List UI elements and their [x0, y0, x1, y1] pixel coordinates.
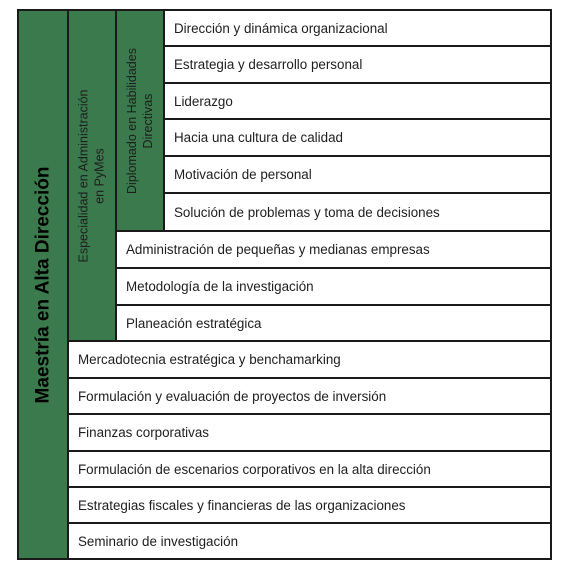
maestria-title: Maestría en Alta Dirección — [32, 166, 54, 403]
diplomado-item: Motivación de personal — [163, 155, 552, 194]
especialidad-item: Administración de pequeñas y medianas empresas — [115, 230, 552, 269]
maestria-column — [17, 9, 69, 560]
especialidad-item: Metodología de la investigación — [115, 267, 552, 306]
diplomado-item: Solución de problemas y toma de decisiones — [163, 192, 552, 232]
maestria-item: Formulación y evaluación de proyectos de inversión — [67, 377, 552, 415]
especialidad-title-line-2: en PyMes — [93, 147, 107, 204]
especialidad-item: Planeación estratégica — [115, 304, 552, 342]
maestria-item: Finanzas corporativas — [67, 413, 552, 452]
diplomado-item: Liderazgo — [163, 82, 552, 120]
diplomado-title-line-2: Directivas — [141, 93, 155, 148]
diplomado-column — [115, 9, 165, 232]
maestria-item: Estrategias fiscales y financieras de las organizaciones — [67, 486, 552, 524]
diplomado-item: Estrategia y desarrollo personal — [163, 45, 552, 84]
diplomado-item: Hacia una cultura de calidad — [163, 118, 552, 157]
especialidad-title-line-1: Especialidad en Administración — [77, 88, 91, 263]
maestria-item: Formulación de escenarios corporativos en la alta dirección — [67, 450, 552, 488]
diplomado-title — [124, 48, 156, 194]
diplomado-title-line-1: Diplomado en Habilidades — [125, 47, 139, 194]
maestria-item: Mercadotecnia estratégica y benchamarking — [67, 340, 552, 379]
especialidad-column — [67, 9, 117, 342]
diplomado-item: Dirección y dinámica organizacional — [163, 9, 552, 47]
especialidad-title — [76, 89, 108, 262]
maestria-item: Seminario de investigación — [67, 522, 552, 560]
